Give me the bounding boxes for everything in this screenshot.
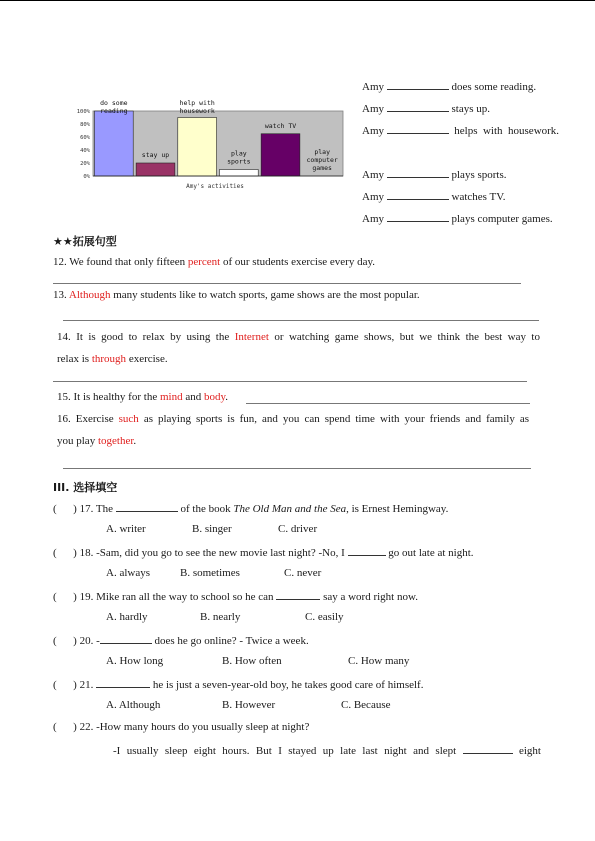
y-tick-label: 20%: [80, 161, 90, 167]
answer-paren[interactable]: ( ): [53, 591, 77, 603]
fill-item-games: Amy plays computer games.: [362, 213, 553, 225]
category-label: play: [314, 148, 330, 156]
question-22-line2: -I usually sleep eight hours. But I stayed up late last night and slept eight: [113, 745, 541, 757]
q19-option-b[interactable]: B. nearly: [200, 611, 241, 623]
q18-option-b[interactable]: B. sometimes: [180, 567, 240, 579]
answer-line-14[interactable]: [53, 381, 527, 382]
q19-option-c[interactable]: C. easily: [305, 611, 344, 623]
category-label: do some: [100, 99, 128, 107]
fill-item-sports: Amy plays sports.: [362, 169, 507, 181]
category-label: reading: [100, 107, 128, 115]
fill-item-housework: Amy helps with housework.: [362, 125, 560, 137]
question-19: ( ) 19. Mike ran all the way to school so he can say a word right now.: [53, 591, 418, 603]
answer-line-15[interactable]: [246, 403, 530, 404]
y-tick-label: 40%: [80, 148, 90, 154]
answer-line-12[interactable]: [53, 283, 521, 284]
q21-option-a[interactable]: A. Although: [106, 699, 161, 711]
q18-option-a[interactable]: A. always: [106, 567, 150, 579]
q20-option-a[interactable]: A. How long: [106, 655, 164, 667]
question-18: ( ) 18. -Sam, did you go to see the new movie last night? -No, I go out late at night.: [53, 547, 474, 559]
answer-paren[interactable]: ( ): [53, 503, 77, 515]
top-border: [0, 0, 595, 1]
bar-stay-up: [136, 163, 175, 176]
category-label: help with: [179, 99, 215, 107]
answer-line-16[interactable]: [63, 468, 531, 469]
q19-option-a[interactable]: A. hardly: [106, 611, 148, 623]
section-heading-multiple-choice: III. 选择填空: [53, 481, 118, 494]
q21-option-c[interactable]: C. Because: [341, 699, 391, 711]
q20-option-b[interactable]: B. How often: [222, 655, 282, 667]
section-heading-extended-sentences: ★★拓展句型: [53, 235, 117, 248]
q21-option-b[interactable]: B. However: [222, 699, 276, 711]
fill-item-stays-up: Amy stays up.: [362, 103, 490, 115]
answer-paren[interactable]: ( ): [53, 635, 77, 647]
answer-paren[interactable]: ( ): [53, 721, 77, 733]
category-label: stay up: [141, 151, 170, 159]
sentence-15: 15. It is healthy for the mind and body.: [57, 391, 229, 403]
sentence-16-line2: you play together.: [57, 435, 137, 447]
q20-option-c[interactable]: C. How many: [348, 655, 410, 667]
category-label: play: [231, 149, 247, 158]
category-label: watch TV: [264, 121, 297, 130]
question-17: ( ) 17. The of the book The Old Man and the Sea, is Ernest Hemingway.: [53, 503, 449, 515]
bar-watch-TV: [261, 134, 300, 176]
bar-play-sports: [219, 170, 258, 177]
answer-paren[interactable]: ( ): [53, 547, 77, 559]
x-axis-label: Amy's activities: [186, 183, 244, 190]
sentence-14-line2: relax is through exercise.: [57, 353, 168, 365]
answer-paren[interactable]: ( ): [53, 679, 77, 691]
category-label: sports: [227, 157, 251, 166]
activities-bar-chart: [65, 85, 345, 200]
category-label: housework: [179, 107, 215, 115]
y-tick-label: 60%: [80, 135, 90, 141]
sentence-14-line1: 14. It is good to relax by using the Internet or watching game shows, but we think the best way to: [57, 331, 540, 343]
question-20: ( ) 20. - does he go online? - Twice a week.: [53, 635, 309, 647]
y-tick-label: 0%: [83, 174, 90, 180]
q17-option-a[interactable]: A. writer: [106, 523, 146, 535]
fill-item-reading: Amy does some reading.: [362, 81, 537, 93]
q17-option-b[interactable]: B. singer: [192, 523, 232, 535]
category-label: games: [312, 164, 332, 172]
q18-option-c[interactable]: C. never: [284, 567, 322, 579]
question-21: ( ) 21. he is just a seven-year-old boy, he takes good care of himself.: [53, 679, 424, 691]
y-tick-label: 80%: [80, 122, 90, 128]
question-22: ( ) 22. -How many hours do you usually sleep at night?: [53, 721, 310, 733]
sentence-13: 13. Although many students like to watch sports, game shows are the most popular.: [53, 289, 420, 301]
q17-option-c[interactable]: C. driver: [278, 523, 318, 535]
answer-line-13[interactable]: [63, 320, 539, 321]
fill-item-tv: Amy watches TV.: [362, 191, 506, 203]
sentence-12: 12. We found that only fifteen percent of our students exercise every day.: [53, 256, 375, 268]
bar-help-with-housework: [178, 118, 217, 177]
y-tick-label: 100%: [76, 109, 90, 115]
bar-do-some-reading: [94, 111, 133, 176]
category-label: computer: [306, 156, 338, 164]
sentence-16-line1: 16. Exercise such as playing sports is fun, and you can spend time with your friends and family as: [57, 413, 529, 425]
